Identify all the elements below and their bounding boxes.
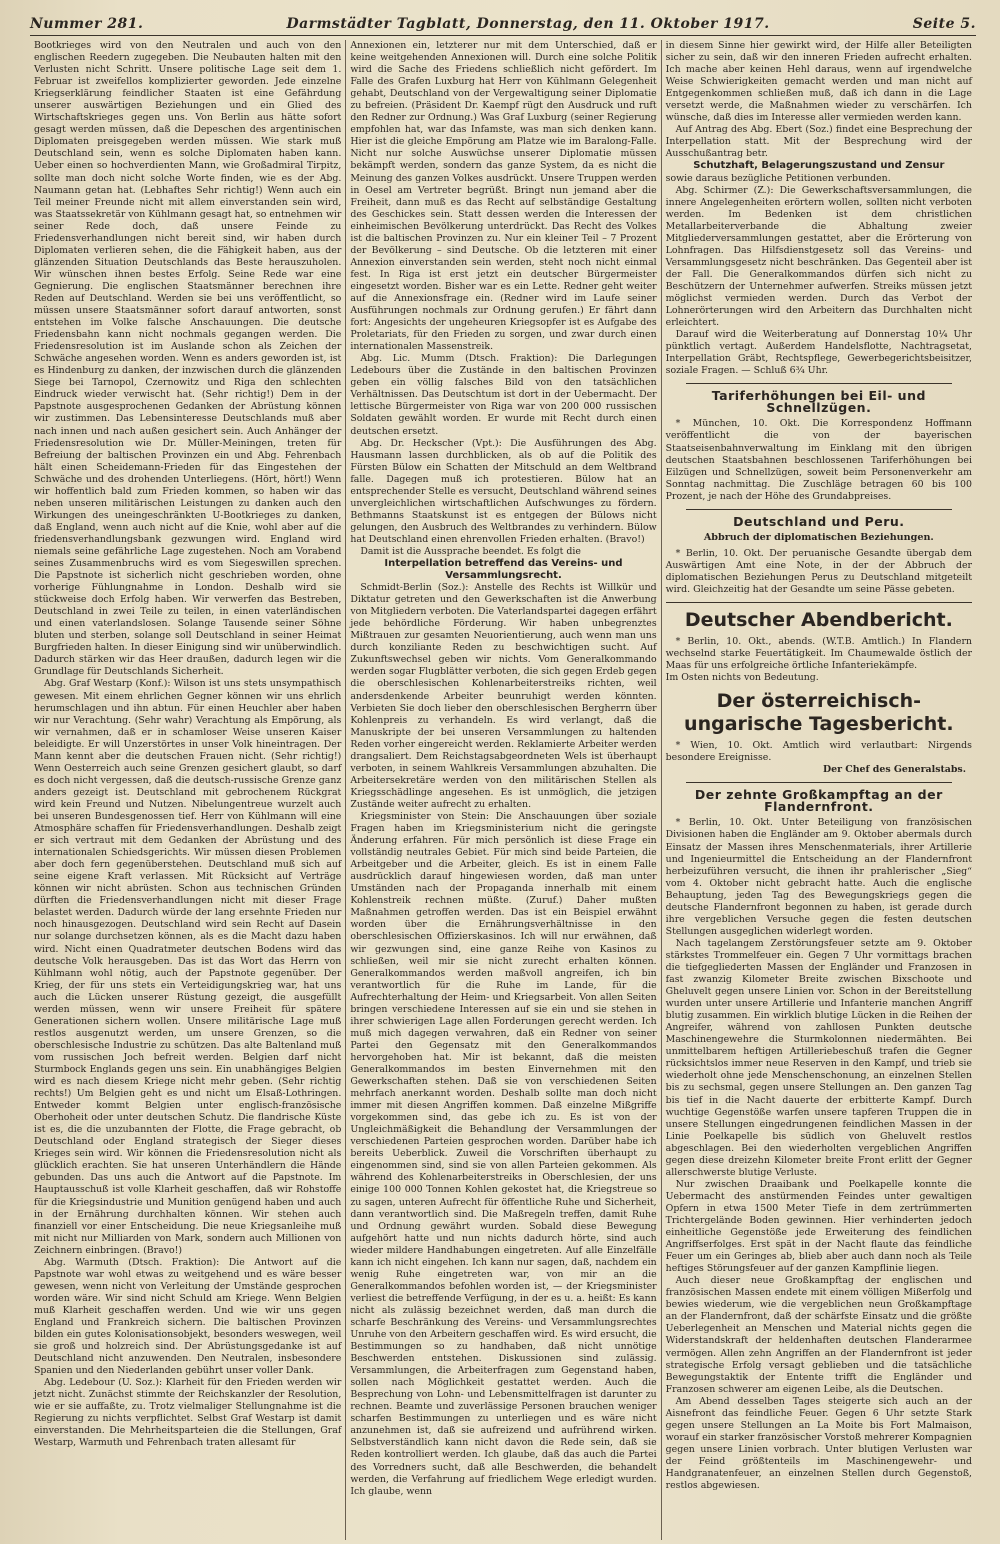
signature-line: Der Chef des Generalstabs.: [822, 764, 966, 776]
article-headline: Deutscher Abendbericht.: [684, 609, 953, 632]
divider: [686, 782, 952, 783]
paragraph: Damit ist die Aussprache beendet. Es folgt die: [360, 545, 581, 557]
paragraph: in diesem Sinne hier gewirkt wird, der Hilfe aller Beteiligten sicher zu sein, daß wir den inneren Frieden aufrecht erhalten. Ich mache aber keinen Hehl daraus, wenn auf irgendwelche Weise Schwierigkeiten gemacht werden und man nicht auf Entgegenkommen schließen muß, daß ich dann in die Lage versetzt werde, die Maßnahmen wieder zu verschärfen. Ich wünsche, daß dies im Interesse aller vermieden werden kann.: [665, 40, 972, 124]
paragraph: Im Osten nichts von Bedeutung.: [665, 672, 819, 684]
paragraph: Auf Antrag des Abg. Ebert (Soz.) findet eine Besprechung der Interpellation statt. Mit der Besprechung wird der Ausschußantrag betr.: [665, 124, 972, 160]
column-2: [345, 40, 660, 1540]
paragraph: Kriegsminister von Stein: Die Anschauungen über soziale Fragen haben im Kriegsministerium nicht die geringste Änderung erfahren. Für mich persönlich ist diese Frage ein vollständig neutrales Gebiet. Für mich sind beide Parteien, die Arbeitgeber und die Arbeiter, gleich. Es ist in einem Falle ausdrücklich darauf hingewiesen worden, daß man unter Umständen nach der Propaganda innerhalb mit einem Kohlenstreik rechnen müßte. (Zuruf.) Daher mußten Maßnahmen getroffen werden. Das ist ein Beispiel erwähnt worden über die Ernährungsverhältnisse in den oberschlesischen Offizierskasinos. Ich will nur erwähnen, daß wir gezwungen sind, eine ganze Reihe von Kasinos zu schließen, weil mir sie nicht zurecht erhalten können. Generalkommandos werden maßvoll angreifen, ich bin verantwortlich für die Ruhe im Lande, für die Aufrechterhaltung der Heim- und Kriegsarbeit. Von allen Seiten bringen verschiedene Interessen auf sie ein und sie stehen in ihrer schwierigen Lage allen Forderungen gerecht werden. Ich muß mich dagegen verwahren, daß ein Redner von seiner Partei den Gegensatz mit den Generalkommandos hervorgehoben hat. Mir ist bekannt, daß die meisten Generalkommandos im besten Einvernehmen mit den Gewerkschaften stehen. Daß sie von verschiedenen Seiten mehrfach anerkannt worden. Deshalb sollte man doch nicht immer mit diesen Angriffen kommen. Daß einzelne Mißgriffe vorgekommen sind, das gebe ich zu. Es ist von der Ungleichmäßigkeit die Behandlung der Versammlungen der verschiedenen Parteien gesprochen worden. Darüber habe ich bereits Ueberblick. Zuweil die Vorschriften überhaupt zu eingenommen sind, sind sie von allen Parteien gekommen. Als während des Kohlenarbeiterstreiks in Oberschlesien, der uns einige 100 000 Tonnen Kohlen gekostet hat, die Kriegstreue so zu sagen, unteren Aufrecht für öffentliche Ruhe und Sicherheit, dann verantwortlich sind. Die Maßregeln treffen, damit Ruhe und Ordnung gewährt wurden. Sobald diese Bewegung aufgehört hatte und nun nichts dadurch hörte, sind auch wieder mildere Handhabungen eingetreten. Auf alle Einzelfälle kann ich nicht eingehen. Ich kann nur sagen, daß, nachdem ein wenig Ruhe eingetreten war, von mir an die Generalkommandos befohlen worden ist, — der Kriegsminister verliest die betreffende Verfügung, in der es u. a. heißt: Es kann nicht als zulässig bezeichnet werden, daß man durch die scharfe Beschränkung des Vereins- und Versammlungsrechtes Unruhe von den Arbeitern geschaffen wird. Es wird ersucht, die Bestimmungen so zu handhaben, daß nicht unnötige Beschwerden entstehen. Diskussionen sind zulässig. Versammlungen, die Arbeiterfragen zum Gegenstand haben, sollen nach Möglichkeit gestattet werden. Auch die Besprechung von Lohn- und Lebensmittelfragen ist darunter zu rechnen. Beamte und zuverlässige Personen brauchen weniger scharfen Bestimmungen zu unterliegen und es wäre nicht anzunehmen ist, daß sie aufreizend und aufrührend wirken. Selbstverständlich kann nicht davon die Rede sein, daß sie Reden kontrolliert werden. Ich glaube, daß das auch die Partei des Vorredners sucht, daß alle Beschwerden, die behandelt werden, die Verfahrung auf friedlichem Wege erledigt wurden. Ich glaube, wenn: [350, 811, 657, 1497]
divider: [666, 602, 972, 603]
paragraph: Abg. Schirmer (Z.): Die Gewerkschaftsversammlungen, die innere Angelegenheiten erörtern wollen, sollten nicht verboten werden. Im Bedenken ist dem christlichen Metallarbeiterverbande die Abhaltung zweier Mitgliederversammlungen gestattet, aber die Erörterung von Lohnfragen. Das Hilfsdienstgesetz soll das Vereins- und Versammlungsgesetz nicht beschränken. Das Gegenteil aber ist der Fall. Die Generalkommandos dürfen sich nicht zu Beschützern der Unternehmer aufwerfen. Streiks müssen jetzt möglichst vermieden werden. Durch das Verbot der Lohnerörterungen wird den Arbeitern das Durchhalten nicht erleichtert.: [665, 184, 972, 329]
divider: [686, 383, 952, 384]
newspaper-title: Darmstädter Tagblatt, Donnerstag, den 11. Oktober 1917.: [286, 16, 770, 32]
article-subheadline: Abbruch der diplomatischen Beziehungen.: [703, 531, 934, 543]
paragraph: Am Abend desselben Tages steigerte sich auch an der Aisnefront das feindliche Feuer. Gegen 6 Uhr setzte Stark gegen unsere Stellungen an La Moite bis Fort Malmaison, worauf ein starker französischer Vorstoß mehrerer Kompagnien gegen unsere Linien vorbrach. Unter blutigen Verlusten war der Feind größtenteils im Maschinengewehr- und Handgranatenfeuer, an einzelnen Stellen durch Gegenstoß, restlos abgewiesen.: [665, 1395, 972, 1492]
paragraph: Auch dieser neue Großkampftag der englischen und französischen Massen endete mit einem völligen Mißerfolg und bewies wiederum, wie die vergeblichen neun Großkampftage an der Flandernfront, daß der schärfste Einsatz und die größte Ueberlegenheit an Menschen und Material nichts gegen die Widerstandskraft der heldenhaften deutschen Flanderarmee vermögen. Allen zehn Angriffen an der Flandernfront ist jeder strategische Erfolg versagt geblieben und die tatsächliche Bewegungstaktik der Entente trifft die Engländer und Franzosen schwerer am eigenen Leibe, als die Deutschen.: [665, 1275, 972, 1395]
column-3: [661, 40, 976, 1540]
paragraph: * München, 10. Okt. Die Korrespondenz Hoffmann veröffentlicht die von der bayerischen Staatseisenbahnverwaltung im Einklang mit den übrigen deutschen Staatsbahnen beschlossenen Tariferhöhungen bei Eilzügen und Schnellzügen, soweit beim Personenverkehr am Sonntag nachmittag. Die Zuschläge betragen 60 bis 100 Prozent, je nach der Höhe des Grundabpreises.: [665, 418, 972, 502]
paragraph: Abg. Graf Westarp (Konf.): Wilson ist uns stets unsympathisch gewesen. Mit einem ehrlichen Gegner können wir uns ehrlich herumschlagen und ihn abtun. Für einen Heuchler aber haben wir nur Verachtung. (Sehr wahr) Verachtung als Empörung, als wir vernahmen, daß er in schamloser Weise unseren Kaiser beleidigte. Er will Unzerstörtes in unser Volk hineintragen. Der Mann kennt aber die deutschen Frauen nicht. (Sehr richtig!) Wenn Oesterreich auch seine Grenzen gesichert glaubt, so darf es doch nicht vergessen, daß die deutsch-russische Grenze ganz anders gezeigt ist. Deutschland mit gebrochenem Rückgrat wird kein Freund und Nutzen. Nibelungentreue wurzelt auch bei unseren Bundesgenossen tief. Herr von Kühlmann will eine Atmosphäre schaffen für Friedensverhandlungen. Deshalb zeigt er sich vertraut mit dem Gedanken der Abrüstung und des internationalen Schiedsgerichts. Wir müssen diesen Problemen aber doch fern gegenüberstehen. Deutschland muß sich auf seine eigene Kraft verlassen. Mit Rücksicht auf Verträge können wir nicht abrüsten. Schon aus technischen Gründen dürften die Friedensverhandlungen nicht mit dieser Frage belastet werden. Dadurch würde der lang ersehnte Frieden nur noch hinausgezogen. Deutschland wird sein Recht auf Dasein nur solange durchsetzen können, als es die Macht dazu haben wird. Nicht einen Quadratmeter deutschen Bodens wird das deutsche Volk herausgeben. Das ist das Wort das Herrn von Kühlmann wohl nötig, auch der Papstnote gegenüber. Der Krieg, der für uns stets ein Verteidigungskrieg war, hat uns auch die Lücken unserer Rüstung gezeigt, die ausgefüllt werden müssen, wenn wir unsere Freiheit für spätere Generationen sichern wollen. Unsere militärische Lage muß restlos ausgenutzt werden, um unsere Grenzen, so die oberschlesische Industrie zu schützen. Das alte Baltenland muß vom russischen Joch befreit werden. Belgien darf nicht Sturmbock Englands gegen uns sein. Ein unabhängiges Belgien wird es nach diesem Kriege nicht mehr geben. (Sehr richtig rechts!) Um Belgien geht es und nicht um Elsaß-Lothringen. Entweder kommt Belgien unter englisch-französische Oberhoheit oder unter deutschen Schutz. Die flandrische Küste ist es, die die unzubannten der Flotte, die Frage gebracht, ob Deutschland oder England strategisch der Sieger dieses Krieges sein wird. Wir können die Friedensresolution nicht als glücklich erachten. Sie hat unseren Unterhändlern die Hände gebunden. Das uns auch die Antwort auf die Papstnote. Im Hauptausschuß ist volle Klarheit geschaffen, daß wir Rohstoffe für die Kriegsindustrie und Munition genügend haben und auch in der Ernährung durchhalten können. Wir stehen auch finanziell vor einer Entscheidung. Die neue Kriegsanleihe muß mit nicht nur Milliarden von Mark, sondern auch Millionen von Zeichnern einbringen. (Bravo!): [34, 678, 342, 1256]
paragraph: Nur zwischen Draaibank und Poelkapelle konnte die Uebermacht des anstürmenden Feindes unter gewaltigen Opfern in etwa 1500 Meter Tiefe in dem zertrümmerten Trichtergelände Boden gewinnen. Hier verhinderten jedoch einheitliche Gegenstöße jede Erweiterung des feindlichen Angriffserfolges. Erst spät in der Nacht flaute das feindliche Feuer um ein Geringes ab, blieb aber auch dann noch als Teile heftiges Störungsfeuer auf der ganzen Kampflinie liegen.: [665, 1178, 972, 1275]
article-headline: Der zehnte Großkampftag an der Flandernfront.: [694, 787, 943, 815]
paragraph: Schmidt-Berlin (Soz.): Anstelle des Rechts ist Willkür und Diktatur getreten und den Gewerkschaften ist die Anwerbung von Mitgliedern verboten. Die Vaterlandspartei dagegen erfährt jede behördliche Förderung. Wir haben unbegrenztes Mißtrauen zur gesamten Neuorientierung, auch wenn man uns durch konziliante Reden zu beschwichtigen sucht. Auf Zukunftswechsel geben wir nichts. Vom Generalkommando werden sogar Flugblätter verboten, die sich gegen Erdeb gegen die oberschlesischen Kohlenarbeiterstreiks richten, weil andersdenkende Arbeiter beunruhigt werden könnten. Verbieten Sie doch lieber den oberschlesischen Bergherrn über Kohlenpreis zu verhandeln. Es wird verlangt, daß die Manuskripte der bei unseren Versammlungen zu haltenden Reden vorher eingereicht werden. Reklamierte Arbeiter werden drangsaliert. Dem Reichstagsabgeordneten Wels ist überhaupt verboten, in seinem Wahlkreis Versammlungen abzuhalten. Die Arbeitersekretäre werden von den militärischen Stellen als Kriegsschädlinge angesehen. Es ist unmöglich, die jetzigen Zustände weiter aufrecht zu erhalten.: [350, 582, 657, 810]
paragraph: * Berlin, 10. Okt., abends. (W.T.B. Amtlich.) In Flandern wechselnd starke Feuertätigkeit. Im Chaumewalde östlich der Maas für uns erfolgreiche örtliche Infanteriekämpfe.: [665, 636, 972, 672]
page-number: Seite 5.: [912, 16, 976, 32]
paragraph: Nach tagelangem Zerstörungsfeuer setzte am 9. Oktober stärkstes Trommelfeuer ein. Gegen 7 Uhr vormittags brachen die tiefgegliederten Massen der Engländer und Franzosen in fast zwanzig Kilometer Breite zwischen Bixschoote und Gheluvelt gegen unsere Linien vor. Schon in der Bereitstellung wurden unter unsere Artillerie und Infanterie manchen Angriff blutig zusammen. Ein wirklich blutige Lücken in die Reihen der Angreifer, während von zahllosen Punkten deutsche Maschinengewehre die Sturmkolonnen niedermähten. Bei unmittelbarem heftigen Artilleriebeschuß trafen die Gegner rücksichtslos immer neue Reserven in den Kampf, und trieb sie wiederholt ohne jede Menschenschonung, an einzelnen Stellen bis zu sechsmal, gegen unsere Stellungen an. Den ganzen Tag bis tief in die Nacht dauerte der erbitterte Kampf. Durch wuchtige Gegenstöße warfen unsere tapferen Truppen die in unsere Stellungen eingedrungenen feindlichen Massen in der Linie Poelkapelle bis südlich von Gheluvelt restlos abgeschlagen. Bei den wiederholten vergeblichen Angriffen gegen diese dreizehn Kilometer breite Front erlitt der Gegner allerschwerste blutige Verluste.: [665, 937, 972, 1178]
section-heading: Interpellation betreffend das Vereins- und Versammlungsrecht.: [384, 558, 623, 582]
paragraph: Abg. Dr. Heckscher (Vpt.): Die Ausführungen des Abg. Hausmann lassen durchblicken, als ob auf die Politik des Fürsten Bülow ein Schatten der Mitschuld an dem Weltbrand falle. Dagegen muß ich protestieren. Bülow hat an entsprechender Stelle es versucht, Deutschland während seines unvergleichlichen wirtschaftlichen Aufschwunges zu fördern. Bethmanns Staatskunst ist es entgegen der Bülows nicht gelungen, den Ausbruch des Weltbrandes zu verhindern. Bülow hat Deutschland einen ehrenvollen Frieden erhalten. (Bravo!): [350, 437, 657, 545]
column-1: [30, 40, 345, 1540]
paragraph: Abg. Warmuth (Dtsch. Fraktion): Die Antwort auf die Papstnote war wohl etwas zu weitgehend und es wäre besser gewesen, wenn nicht von Verleitung der Umstände gesprochen worden wäre. Wir sind nicht Schuld am Kriege. Wenn Belgien muß Klarheit geschaffen werden. Und wie wir uns gegen England und Frankreich sichern. Die baltischen Provinzen bilden ein gutes Kolonisationsobjekt, besonders weswegen, weil sie groß und holzreich sind. Der Abrüstungsgedanke ist auf Deutschland nicht anzuwenden. Den Neutralen, insbesondere Spanien und den Niederlanden gebührt unser voller Dank.: [34, 1256, 342, 1377]
paragraph: * Berlin, 10. Okt. Der peruanische Gesandte übergab dem Auswärtigen Amt eine Note, in der der Abbruch der diplomatischen Beziehungen Perus zu Deutschland mitgeteilt wird. Gleichzeitig hat der Gesandte um seine Pässe gebeten.: [665, 547, 972, 595]
section-heading: Schutzhaft, Belagerungszustand und Zensur: [693, 160, 945, 172]
article-headline: Deutschland und Peru.: [733, 513, 905, 529]
paragraph: Abg. Lic. Mumm (Dtsch. Fraktion): Die Darlegungen Ledebours über die Zustände in den baltischen Provinzen geben ein völlig falsches Bild von den tatsächlichen Verhältnissen. Das Deutschtum ist dort in der Uebermacht. Der lettische Bürgermeister von Riga war von 200 000 russischen Soldaten gewählt worden. Er wurde mit Recht durch einen deutschen ersetzt.: [350, 353, 657, 437]
paragraph: Darauf wird die Weiterberatung auf Donnerstag 10¼ Uhr pünktlich vertagt. Außerdem Handelsflotte, Nachtragsetat, Interpellation Gräbt, Rechtspflege, Gewerbegerichtsbeisitzer, soziale Fragen. — Schluß 6¾ Uhr.: [665, 329, 972, 377]
paragraph: * Wien, 10. Okt. Amtlich wird verlautbart: Nirgends besondere Ereignisse.: [665, 740, 972, 764]
masthead: [30, 10, 976, 36]
paragraph: Annexionen ein, letzterer nur mit dem Unterschied, daß er keine weitgehenden Annexionen will. Durch eine solche Politik wird die Sache des Friedens schließlich nicht gefördert. Im Falle des Grafen Luxburg hat Herr von Kühlmann Gelegenheit gehabt, Deutschland von der Vergewaltigung seiner Diplomatie zu befreien. (Präsident Dr. Kaempf rügt den Ausdruck und ruft den Redner zur Ordnung.) Was Graf Luxburg (seiner Regierung empfohlen hat, war das Infamste, was man sich denken kann. Hier ist die gleiche Empörung am Platze wie im Baralong-Falle. Nicht nur solche Auswüchse unserer Diplomatie müssen bekämpft werden, sondern das ganze System, da es nicht die Meinung des ganzen Volkes ausdrückt. Unsere Truppen werden in Oesel am Vertreter begrüßt. Bringt nun jemand aber die Freiheit, dann muß es das Recht auf selbständige Gestaltung des Geschickes sein. Statt dessen werden die Interessen der einheimischen Bevölkerung unterdrückt. Das Recht des Volkes ist die baltischen Provinzen zu. Nur ein kleiner Teil – 7 Prozent der Bevölkerung – sind Deutsche. Ob die letzteren mit einer Annexion einverstanden sein werden, steht noch nicht einmal fest. In Riga ist erst jetzt ein deutscher Bürgermeister eingesetzt worden. Bisher war es ein Lette. Redner geht weiter auf die Annexionsfrage ein. (Redner wird im Laufe seiner Ausführungen nochmals zur Ordnung gerufen.) Er fährt dann fort: Angesichts der ungeheuren Kriegsopfer ist es Aufgabe des Proletariats, für den Frieden zu sorgen, und zwar durch einen internationalen Massenstreik.: [350, 40, 657, 353]
columns: [30, 40, 976, 1540]
paragraph: sowie daraus bezügliche Petitionen verbunden.: [665, 172, 891, 184]
paragraph: * Berlin, 10. Okt. Unter Beteiligung von französischen Divisionen haben die Engländer am 9. Oktober abermals durch Einsatz der Massen ihres Menschenmaterials, ihrer Artillerie und Ingenieurmittel die Entscheidung an der Flandernfront herbeizuführen versucht, die ihnen ihr prahlerischer „Sieg“ vom 4. Oktober nicht gebracht hatte. Auch die englische Behauptung, jeden Tag des Bewegungskriegs gegen die deutsche Flandernfront begonnen zu haben, ist gerade durch ihre vergeblichen Versuche gegen die festen deutschen Stellungen ausgeglichen widerlegt worden.: [665, 817, 972, 937]
paragraph: Abg. Ledebour (U. Soz.): Klarheit für den Frieden werden wir jetzt nicht. Zunächst stimmte der Reichskanzler der Resolution, wie er sie auffaßte, zu. Trotz vielmaliger Stellungnahme ist die Regierung zu nichts verpflichtet. Selbst Graf Westarp ist damit einverstanden. Die Mehrheitsparteien die die Stellungen, Graf Westarp, Warmuth und Fehrenbach traten allesamt für: [34, 1377, 342, 1449]
article-headline: Der österreichisch-ungarische Tagesbericht.: [684, 690, 954, 736]
article-headline: Tariferhöhungen bei Eil- und Schnellzügen.: [711, 388, 926, 416]
paragraph: Bootkrieges wird von den Neutralen und auch von den englischen Reedern zugegeben. Die Neubauten halten mit den Verlusten nicht Schritt. Unsere politische Lage seit dem 1. Februar ist zweifellos komplizierter geworden. Jede einzelne Kriegserklärung feindlicher Staaten ist eine Gefährdung unserer auswärtigen Beziehungen und ein Glied des Wirtschaftskrieges gegen uns. Von Berlin aus hätte sofort gesagt werden müssen, daß die Depeschen des argentinischen Diplomaten preisgegeben werden müssen. Wie stark muß Deutschland sein, wenn es solche Diplomaten haben kann. Ueber einen so hochverdienten Mann, wie Großadmiral Tirpitz, sollte man doch nicht solche Worte finden, wie es der Abg. Naumann getan hat. (Lebhaftes Sehr richtig!) Wenn auch ein Teil meiner Freunde nicht mit allem einverstanden sein wird, was Staatssekretär von Kühlmann gesagt hat, so entnehmen wir seiner Rede doch, daß unsere Feinde zu Friedensverhandlungen nicht bereit sind, wir haben durch Diplomaten verlieren sehen, die die Fähigkeit haben, aus der glänzenden Situation Deutschlands das Beste herauszuholen. Wir wünschen ihnen bestes Erfolg. Seine Rede war eine Gegnierung. Die englischen Staatsmänner berechnen ihre Reden auf Deutschland. Werden sie bei uns veröffentlicht, so müssen unsere Staatsmänner sofort darauf antworten, sonst entstehen im Volke falsche Anschauungen. Die deutsche Friedensbahn kann nicht nochmals gegangen werden. Die Friedensresolution ist im Auslande schon als Zeichen der Schwäche angesehen worden. Wenn es anders geworden ist, ist es Hindenburg zu danken, der inzwischen durch die glänzenden Siege bei Tarnopol, Czernowitz und Riga den schlechten Eindruck wieder verwischt hat. (Sehr richtig!) Dem in der Papstnote ausgesprochenen Gedanken der Abrüstung können wir zustimmen. Das Lebensinteresse Deutschlands muß aber nach innen und nach außen gesichert sein. Auch Anhänger der Friedensresolution wie Dr. Müller-Meiningen, treten für Befreiung der baltischen Provinzen ein und Abg. Fehrenbach hält einen Scheidemann-Frieden für das Eingestehen der Schwäche und des drohenden Unterliegens. (Hört, hört!) Wenn wir hoffentlich bald zum Frieden kommen, so haben wir das neben unseren militärischen Leistungen zu danken auch den Wirkungen des uneingeschränkten U-Bootkrieges zu danken, daß England, wenn auch nicht auf die Knie, wohl aber auf die friedensverhandlungsbank gezwungen wird. England wird niemals seine gefährliche Lage zugestehen. Noch am Vorabend seines Zusammenbruchs wird es vom Siegeswillen sprechen. Die Papstnote ist sicherlich nicht geschrieben worden, ohne vorherige Fühlungnahme in London. Deshalb wird sie stückweise doch Erfolg haben. Wir verwerfen das Bestreben, Deutschland in zwei Teile zu teilen, in einen vaterländischen und einen vaterlandslosen. Solange Tausende seiner Söhne bluten und sterben, solange soll Deutschland in seiner Heimat Burgfrieden halten. In dieser Einigung sind wir unüberwindlich. Dadurch stärken wir das Heer draußen, dadurch legen wir die Grundlage für Deutschlands Sicherheit.: [34, 40, 342, 678]
divider: [686, 509, 952, 510]
issue-number: Nummer 281.: [30, 16, 144, 32]
